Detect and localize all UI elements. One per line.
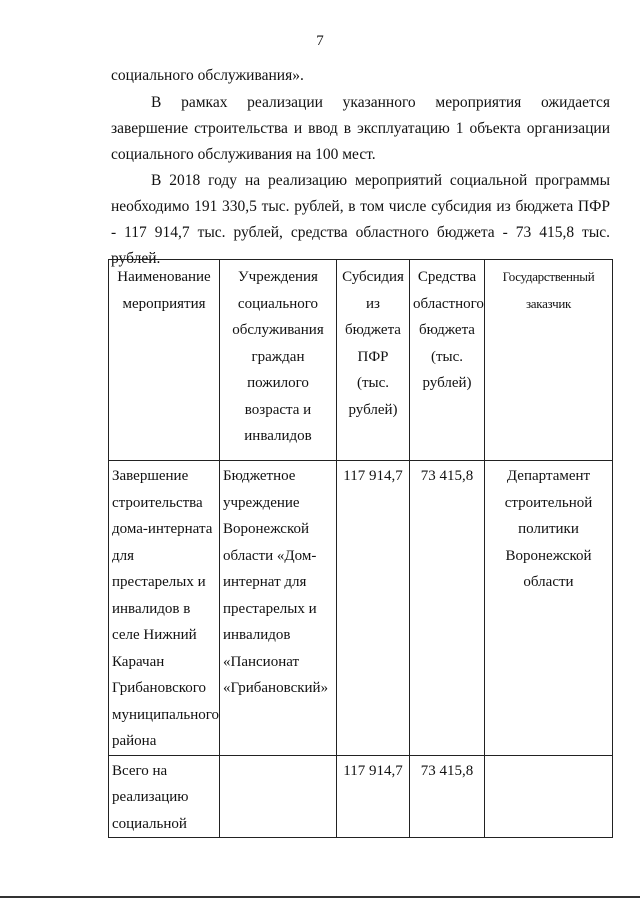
- header-institutions: Учреждения социального обслуживания граждан пожилого возраста и инвалидов: [220, 260, 337, 461]
- header-pfr-subsidy: Субсидия из бюджета ПФР (тыс. рублей): [337, 260, 410, 461]
- paragraph-continuation: социального обслуживания».: [111, 67, 304, 84]
- cell-institution: Бюджетное учреждение Воронежской области «Дом-интернат для престарелых и инвалидов «Пансионат «Грибановский»: [220, 461, 337, 756]
- table-row: [109, 461, 613, 756]
- table-row-total: [109, 755, 613, 838]
- cell-total-pfr-subsidy: 117 914,7: [337, 755, 410, 838]
- cell-regional-budget: 73 415,8: [410, 461, 485, 756]
- table-header-row: [109, 260, 613, 461]
- cell-activity-name: Завершение строительства дома-интерната для престарелых и инвалидов в селе Нижний Карачан Грибановского муниципального района: [109, 461, 220, 756]
- cell-pfr-subsidy: 117 914,7: [337, 461, 410, 756]
- cell-total-regional-budget: 73 415,8: [410, 755, 485, 838]
- paragraph-funding-2018: В 2018 году на реализацию мероприятий социальной программы необходимо 191 330,5 тыс. рублей, в том числе субсидия из бюджета ПФР - 117 914,7 тыс. рублей, средства областного бюджета - 73 415,8 тыс. рублей.: [111, 172, 610, 267]
- cell-total-label: Всего на реализацию социальной: [109, 755, 220, 838]
- page-number: 7: [316, 33, 324, 49]
- header-regional-budget: Средства областного бюджета (тыс. рублей): [410, 260, 485, 461]
- cell-state-customer: Департамент строительной политики Воронежской области: [485, 461, 613, 756]
- scan-bottom-edge: [0, 896, 640, 898]
- cell-total-institution: [220, 755, 337, 838]
- header-state-customer: Государственный заказчик: [485, 260, 613, 461]
- cell-total-state-customer: [485, 755, 613, 838]
- funding-table: [108, 259, 613, 838]
- header-activity-name: Наименование мероприятия: [109, 260, 220, 461]
- paragraph-expected-result: В рамках реализации указанного мероприятия ожидается завершение строительства и ввод в эксплуатацию 1 объекта организации социального обслуживания на 100 мест.: [111, 94, 610, 163]
